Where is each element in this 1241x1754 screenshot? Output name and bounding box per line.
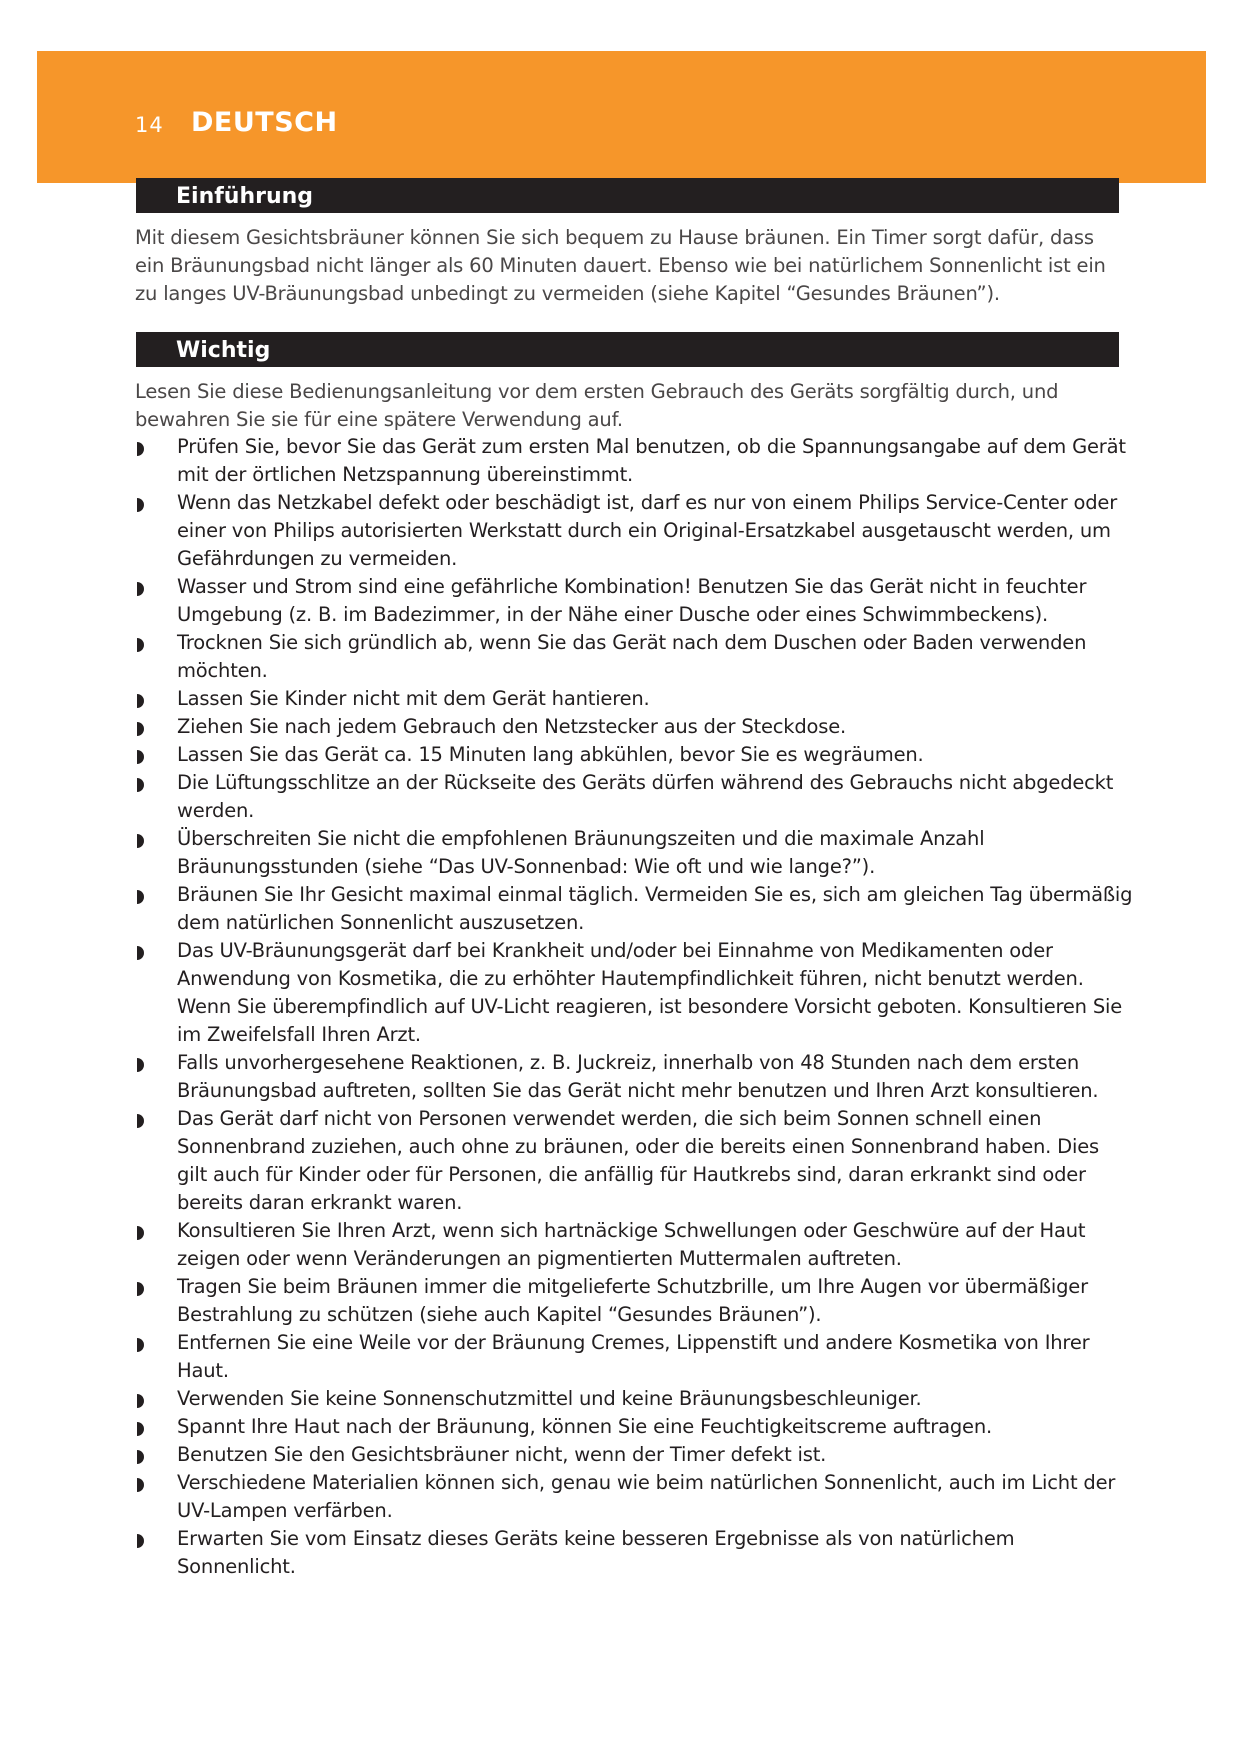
list-item — [135, 937, 1135, 1049]
list-item-text: Lassen Sie das Gerät ca. 15 Minuten lang abkühlen, bevor Sie es wegräumen. — [177, 743, 924, 766]
list-item-text: Lassen Sie Kinder nicht mit dem Gerät hantieren. — [177, 687, 650, 710]
list-item-text: Überschreiten Sie nicht die empfohlenen Bräunungszeiten und die maximale Anzahl Bräunungsstunden (siehe “Das UV-Sonnenbad: Wie oft und wie lange?”). — [177, 827, 985, 878]
bullet-icon — [137, 750, 144, 764]
bullet-icon — [137, 1226, 144, 1240]
list-item-text: Die Lüftungsschlitze an der Rückseite des Geräts dürfen während des Gebrauchs nicht abgedeckt werden. — [177, 771, 1114, 822]
important-intro-paragraph: Lesen Sie diese Bedienungsanleitung vor dem ersten Gebrauch des Geräts sorgfältig durch, und bewahren Sie sie für eine spätere Verwendung auf. — [135, 380, 1059, 431]
list-item-text: Benutzen Sie den Gesichtsbräuner nicht, wenn der Timer defekt ist. — [177, 1443, 827, 1466]
list-item-text: Wenn das Netzkabel defekt oder beschädigt ist, darf es nur von einem Philips Service-Center oder einer von Philips autorisierten Werkstatt durch ein Original-Ersatzkabel ausgetauscht werden, um Gefährdungen zu vermeiden. — [177, 491, 1118, 570]
list-item-text: Trocknen Sie sich gründlich ab, wenn Sie das Gerät nach dem Duschen oder Baden verwenden möchten. — [177, 631, 1087, 682]
bullet-icon — [137, 834, 144, 848]
list-item — [135, 629, 1135, 685]
list-item-text: Spannt Ihre Haut nach der Bräunung, können Sie eine Feuchtigkeitscreme auftragen. — [177, 1415, 992, 1438]
list-item — [135, 1469, 1135, 1525]
list-item — [135, 1413, 1135, 1441]
bullet-icon — [137, 1058, 144, 1072]
list-item-text: Tragen Sie beim Bräunen immer die mitgelieferte Schutzbrille, um Ihre Augen vor übermäßiger Bestrahlung zu schützen (siehe auch Kapitel “Gesundes Bräunen”). — [177, 1275, 1088, 1326]
bullet-icon — [137, 722, 144, 736]
list-item — [135, 1217, 1135, 1273]
list-item — [135, 881, 1135, 937]
page-number: 14 — [135, 113, 164, 137]
list-item-text: Verwenden Sie keine Sonnenschutzmittel und keine Bräunungsbeschleuniger. — [177, 1387, 922, 1410]
list-item — [135, 1049, 1135, 1105]
safety-bullet-list — [135, 433, 1135, 1581]
list-item — [135, 1525, 1135, 1581]
list-item-text: Ziehen Sie nach jedem Gebrauch den Netzstecker aus der Steckdose. — [177, 715, 847, 738]
bullet-icon — [137, 1478, 144, 1492]
bullet-icon — [137, 442, 144, 456]
list-item — [135, 433, 1135, 489]
bullet-icon — [137, 1114, 144, 1128]
list-item-text: Konsultieren Sie Ihren Arzt, wenn sich hartnäckige Schwellungen oder Geschwüre auf der Haut zeigen oder wenn Veränderungen an pigmentierten Muttermalen auftreten. — [177, 1219, 1086, 1270]
list-item — [135, 1273, 1135, 1329]
list-item — [135, 741, 1135, 769]
list-item-text: Bräunen Sie Ihr Gesicht maximal einmal täglich. Vermeiden Sie es, sich am gleichen Tag übermäßig dem natürlichen Sonnenlicht auszusetzen. — [177, 883, 1133, 934]
list-item — [135, 1105, 1135, 1217]
list-item — [135, 489, 1135, 573]
list-item — [135, 685, 1135, 713]
bullet-icon — [137, 638, 144, 652]
list-item-text: Das UV-Bräunungsgerät darf bei Krankheit und/oder bei Einnahme von Medikamenten oder Anwendung von Kosmetika, die zu erhöhter Hautempfindlichkeit führen, nicht benutzt werden. Wenn Sie überempfindlich auf UV-Licht reagieren, ist besondere Vorsicht geboten. Konsultieren Sie im Zweifelsfall Ihren Arzt. — [177, 939, 1123, 1046]
section-heading-einfuehrung: Einführung — [136, 178, 1119, 213]
bullet-icon — [137, 1338, 144, 1352]
list-item-text: Falls unvorhergesehene Reaktionen, z. B. Juckreiz, innerhalb von 48 Stunden nach dem ersten Bräunungsbad auftreten, sollten Sie das Gerät nicht mehr benutzen und Ihren Arzt konsultieren. — [177, 1051, 1099, 1102]
list-item — [135, 713, 1135, 741]
bullet-icon — [137, 1394, 144, 1408]
list-item-text: Entfernen Sie eine Weile vor der Bräunung Cremes, Lippenstift und andere Kosmetika von Ihrer Haut. — [177, 1331, 1090, 1382]
language-title: DEUTSCH — [191, 107, 338, 138]
bullet-icon — [137, 778, 144, 792]
list-item — [135, 769, 1135, 825]
bullet-icon — [137, 582, 144, 596]
intro-paragraph: Mit diesem Gesichtsbräuner können Sie sich bequem zu Hause bräunen. Ein Timer sorgt dafür, dass ein Bräunungsbad nicht länger als 60 Minuten dauert. Ebenso wie bei natürlichem Sonnenlicht ist ein zu langes UV-Bräunungsbad unbedingt zu vermeiden (siehe Kapitel “Gesundes Bräunen”). — [135, 226, 1106, 305]
list-item-text: Wasser und Strom sind eine gefährliche Kombination! Benutzen Sie das Gerät nicht in feuchter Umgebung (z. B. im Badezimmer, in der Nähe einer Dusche oder eines Schwimmbeckens). — [177, 575, 1087, 626]
list-item — [135, 1385, 1135, 1413]
bullet-icon — [137, 1422, 144, 1436]
bullet-icon — [137, 946, 144, 960]
bullet-icon — [137, 498, 144, 512]
list-item-text: Erwarten Sie vom Einsatz dieses Geräts keine besseren Ergebnisse als von natürlichem Sonnenlicht. — [177, 1527, 1015, 1578]
bullet-icon — [137, 890, 144, 904]
list-item — [135, 573, 1135, 629]
bullet-icon — [137, 1534, 144, 1548]
bullet-icon — [137, 694, 144, 708]
section-heading-wichtig: Wichtig — [136, 332, 1119, 367]
bullet-icon — [137, 1282, 144, 1296]
list-item — [135, 825, 1135, 881]
list-item-text: Verschiedene Materialien können sich, genau wie beim natürlichen Sonnenlicht, auch im Licht der UV-Lampen verfärben. — [177, 1471, 1116, 1522]
bullet-icon — [137, 1450, 144, 1464]
list-item-text: Das Gerät darf nicht von Personen verwendet werden, die sich beim Sonnen schnell einen Sonnenbrand zuziehen, auch ohne zu bräunen, oder die bereits einen Sonnenbrand haben. Dies gilt auch für Kinder oder für Personen, die anfällig für Hautkrebs sind, daran erkrankt sind oder bereits daran erkrankt waren. — [177, 1107, 1099, 1214]
list-item-text: Prüfen Sie, bevor Sie das Gerät zum ersten Mal benutzen, ob die Spannungsangabe auf dem Gerät mit der örtlichen Netzspannung übereinstimmt. — [177, 435, 1126, 486]
list-item — [135, 1441, 1135, 1469]
list-item — [135, 1329, 1135, 1385]
